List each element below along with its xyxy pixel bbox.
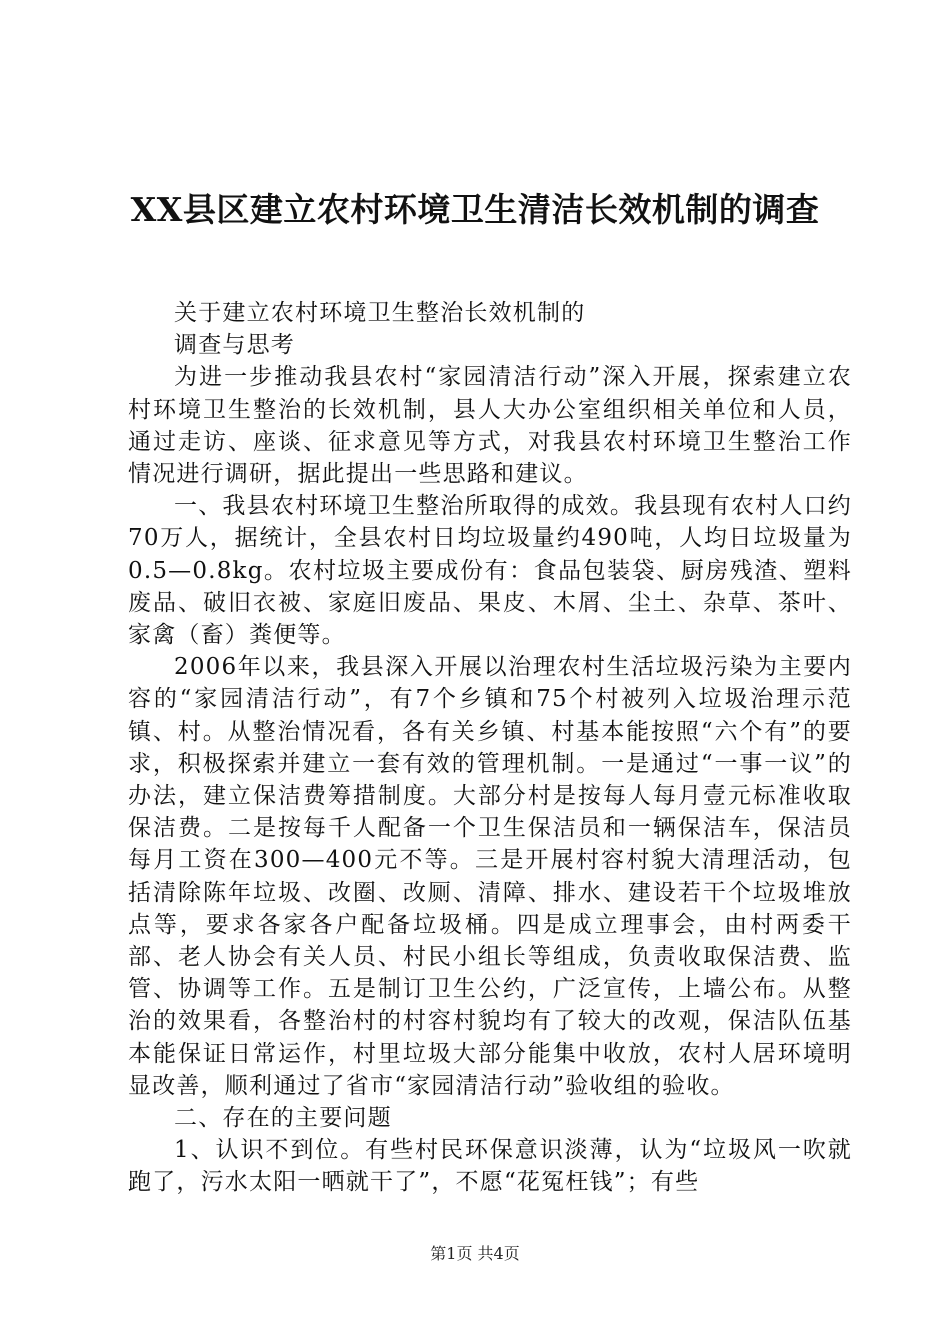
subtitle-line-1: 关于建立农村环境卫生整治长效机制的 xyxy=(174,300,586,326)
document-title: XX县区建立农村环境卫生清洁长效机制的调查 xyxy=(130,190,820,229)
measures-paragraph: 2006年以来，我县深入开展以治理农村生活垃圾污染为主要内容的“家园清洁行动”，有7个乡镇和75个村被列入垃圾治理示范镇、村。从整治情况看，各有关乡镇、村基本能按照“六个有”的要求，积极探索并建立一套有效的管理机制。一是通过“一事一议”的办法，建立保洁费筹措制度。大部分村是按每人每月壹元标准收取保洁费。二是按每千人配备一个卫生保洁员和一辆保洁车，保洁员每月工资在300—400元不等。三是开展村容村貌大清理活动，包括清除陈年垃圾、改圈、改厕、清障、排水、建设若干个垃圾堆放点等，要求各家各户配备垃圾桶。四是成立理事会，由村两委干部、老人协会有关人员、村民小组长等组成，负责收取保洁费、监管、协调等工作。五是制订卫生公约，广泛宣传，上墙公布。从整治的效果看，各整治村的村容村貌均有了较大的改观，保洁队伍基本能保证日常运作，村里垃圾大部分能集中收放，农村人居环境明显改善，顺利通过了省市“家园清洁行动”验收组的验收。 xyxy=(128,654,852,1099)
achievements-paragraph: 一、我县农村环境卫生整治所取得的成效。我县现有农村人口约70万人，据统计，全县农村日均垃圾量约490吨，人均日垃圾量为0.5—0.8kg。农村垃圾主要成份有：食品包装袋、厨房残渣、塑料废品、破旧衣被、家庭旧废品、果皮、木屑、尘土、杂草、茶叶、家禽（畜）粪便等。 xyxy=(128,493,852,649)
intro-paragraph: 为进一步推动我县农村“家园清洁行动”深入开展，探索建立农村环境卫生整治的长效机制，县人大办公室组织相关单位和人员，通过走访、座谈、征求意见等方式，对我县农村环境卫生整治工作情况进行调研，据此提出一些思路和建议。 xyxy=(128,364,852,488)
subtitle-line-2: 调查与思考 xyxy=(174,332,295,359)
document-body xyxy=(128,297,852,1199)
page-number-footer: 第1页 共4页 xyxy=(430,1244,520,1263)
problem-1-paragraph: 1、认识不到位。有些村民环保意识淡薄，认为“垃圾风一吹就跑了，污水太阳一晒就干了”，不愿“花冤枉钱”；有些 xyxy=(128,1137,852,1196)
problems-heading: 二、存在的主要问题 xyxy=(174,1105,392,1132)
